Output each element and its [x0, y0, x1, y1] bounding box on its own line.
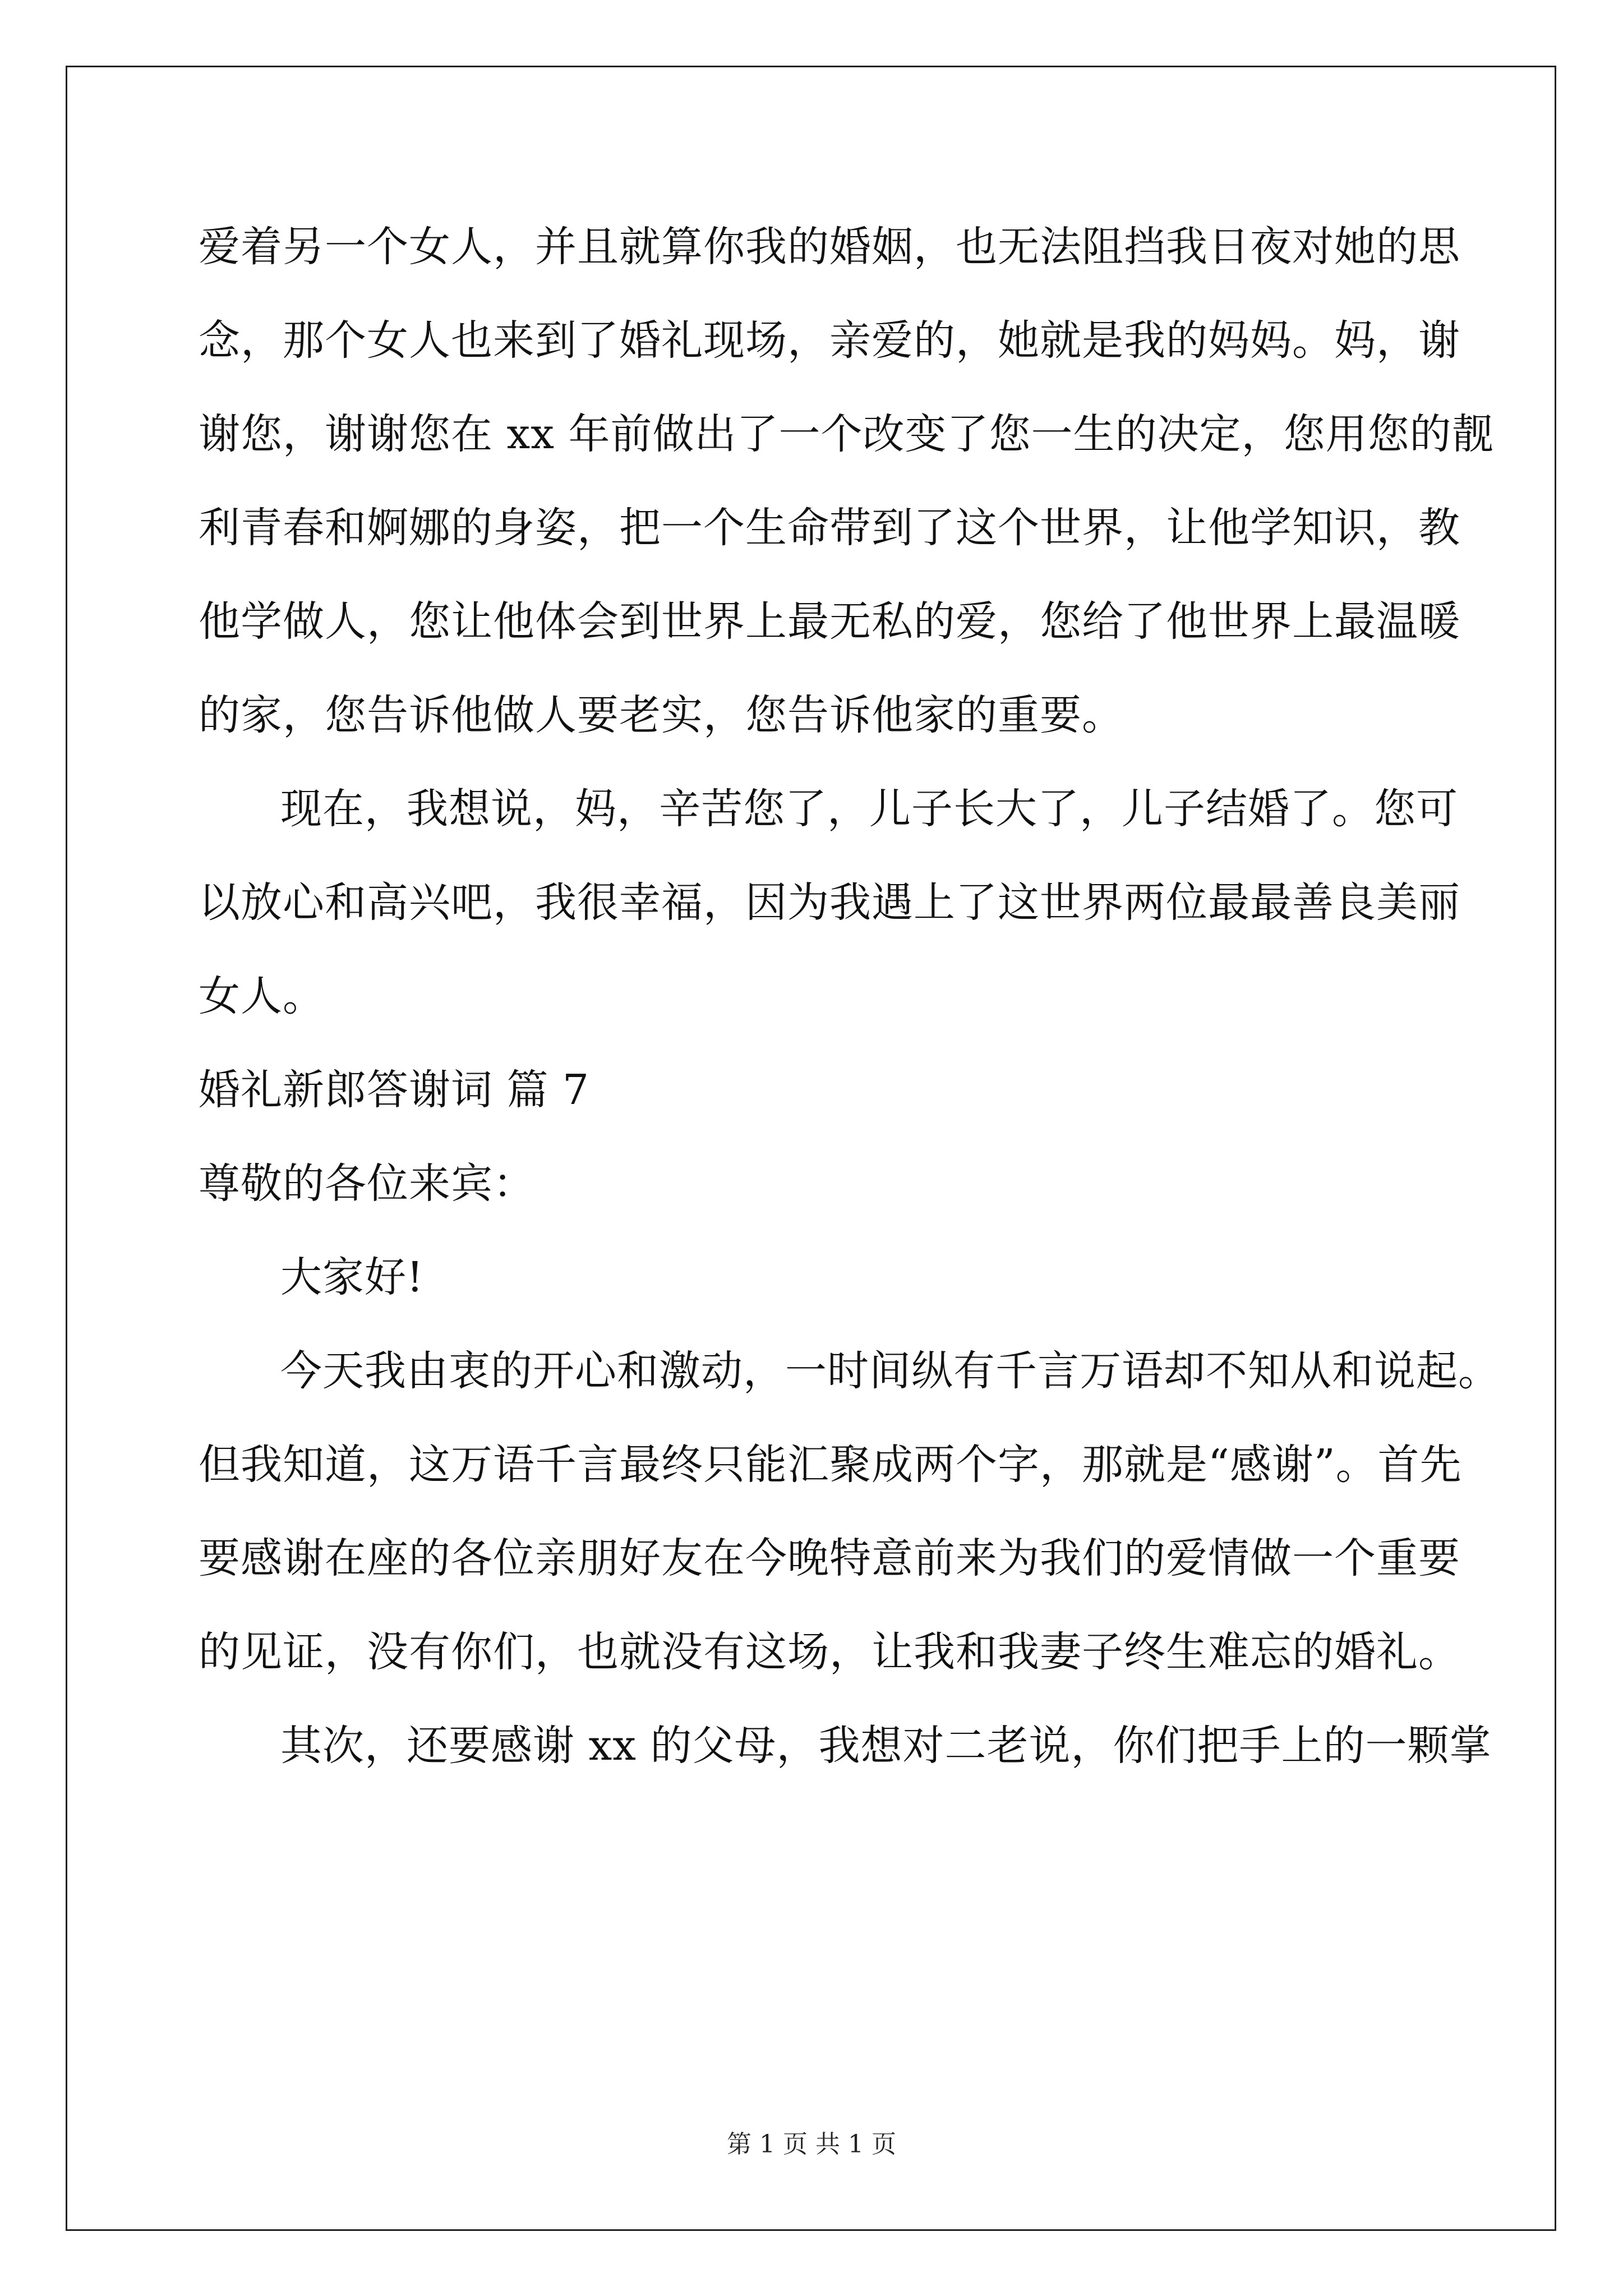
paragraph-start-line: 今天我由衷的开心和激动，一时间纵有千言万语却不知从和说起。: [280, 1347, 1500, 1395]
body-line-6: 的家，您告诉他做人要老实，您告诉他家的重要。: [199, 691, 1124, 739]
body-line-3: 谢您，谢谢您在 xx 年前做出了一个改变了您一生的决定，您用您的靓: [199, 410, 1494, 458]
body-line-14: 但我知道，这万语千言最终只能汇聚成两个字，那就是“感谢”。首先: [199, 1441, 1462, 1489]
body-line-15: 要感谢在座的各位亲朋好友在今晚特意前来为我们的爱情做一个重要: [199, 1534, 1460, 1582]
body-line-8: 以放心和高兴吧，我很幸福，因为我遇上了这世界两位最最善良美丽: [199, 878, 1460, 927]
paragraph-start-line: 其次，还要感谢 xx 的父母，我想对二老说，你们把手上的一颗掌: [280, 1722, 1492, 1770]
body-line-1: 爱着另一个女人，并且就算你我的婚姻，也无法阻挡我日夜对她的思: [199, 223, 1460, 271]
page-border: [66, 66, 1556, 2231]
body-line-5: 他学做人，您让他体会到世界上最无私的爱，您给了他世界上最温暖: [199, 597, 1460, 646]
section-title: 婚礼新郎答谢词 篇 7: [199, 1066, 590, 1114]
page-number-footer: 第 1 页 共 1 页: [727, 2130, 896, 2159]
body-line-2: 念，那个女人也来到了婚礼现场，亲爱的，她就是我的妈妈。妈，谢: [199, 316, 1460, 365]
body-line-16: 的见证，没有你们，也就没有这场，让我和我妻子终生难忘的婚礼。: [199, 1628, 1460, 1676]
body-line-4: 利青春和婀娜的身姿，把一个生命带到了这个世界，让他学知识，教: [199, 504, 1460, 552]
paragraph-start-line: 现在，我想说，妈，辛苦您了，儿子长大了，儿子结婚了。您可: [280, 785, 1458, 833]
greeting-line: 大家好!: [280, 1253, 424, 1301]
salutation-line: 尊敬的各位来宾：: [199, 1159, 535, 1208]
body-line-9: 女人。: [199, 972, 325, 1020]
